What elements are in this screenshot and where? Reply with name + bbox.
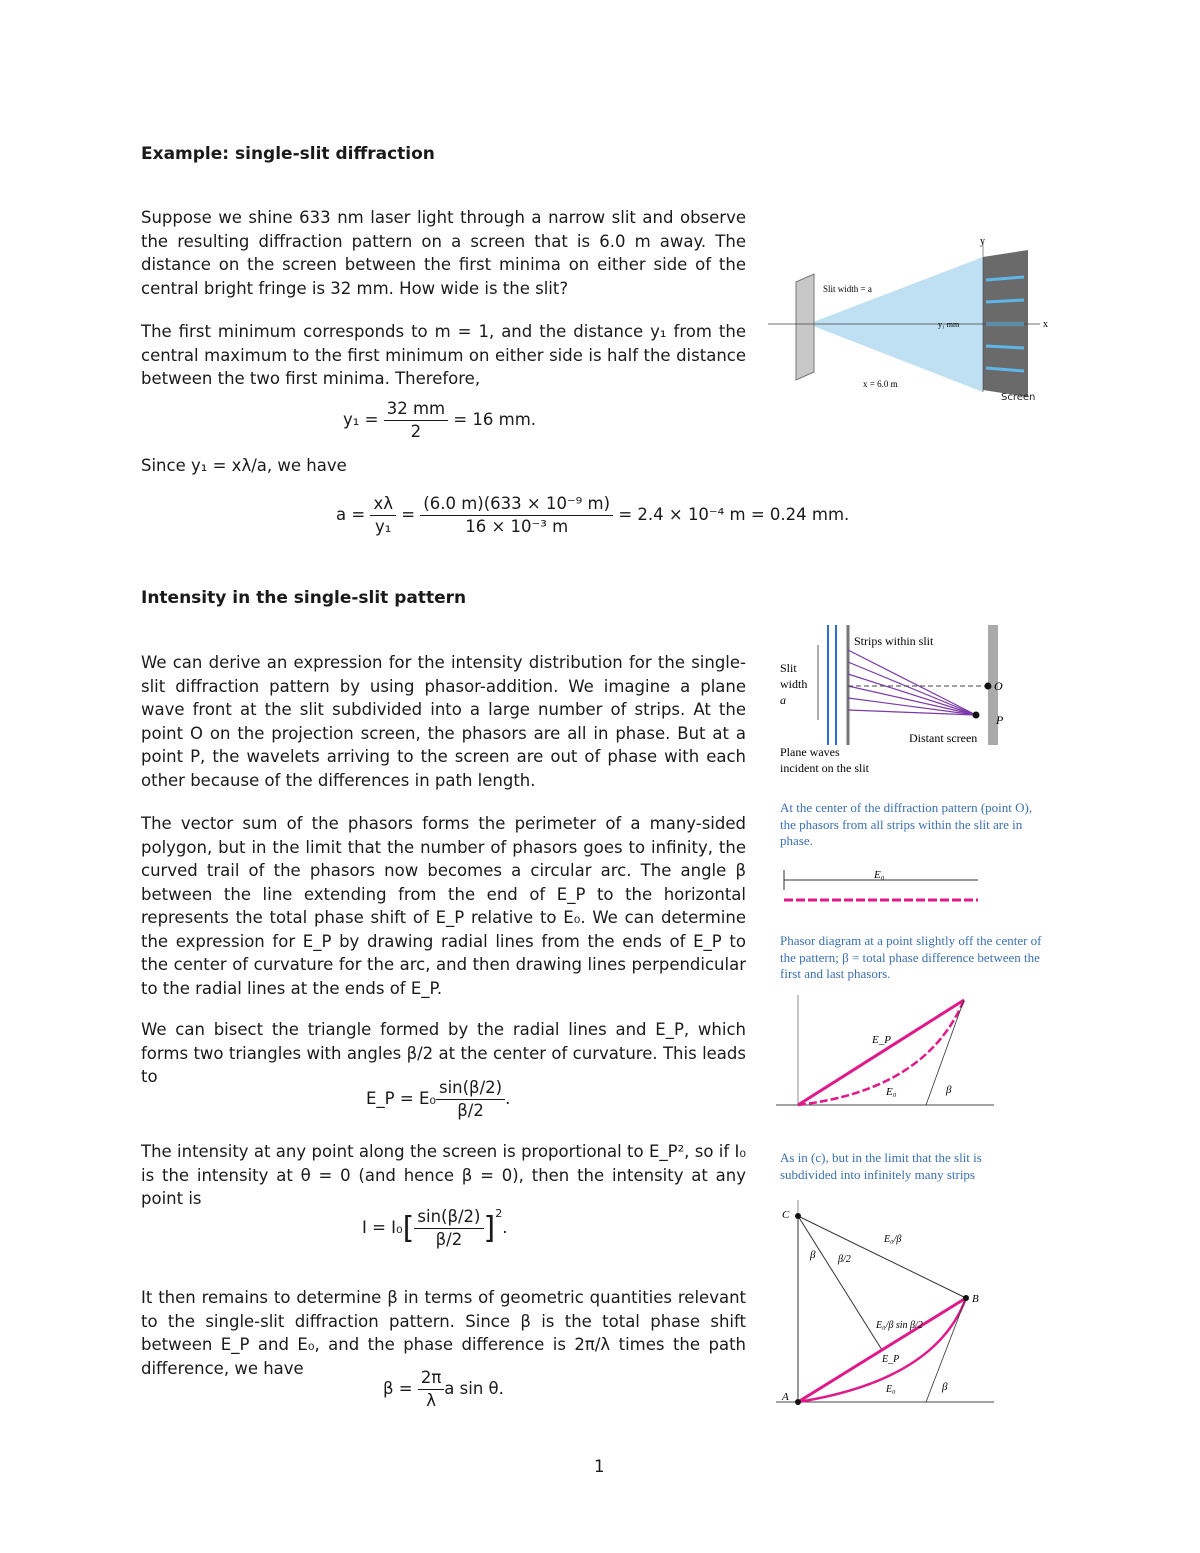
paragraph-phasor-addition: We can derive an expression for the intensity distribution for the single-slit diffraction pattern by using phasor-addition. We imagine a plane wave front at the slit subdivided into a large number of strips. At the point O on the projection screen, the phasors are all in phase. But at a point P, the wavelets arriving to the screen are out of phase with each other because of the differences in path length. (141, 653, 746, 790)
point-O (985, 683, 992, 690)
C-label: C (782, 1209, 790, 1221)
figure-strips (776, 620, 1036, 785)
distance-label: x = 6.0 m (863, 379, 898, 389)
eq4-num: sin(β/2) (414, 1206, 483, 1229)
eq4-lhs: I = I₀ (362, 1218, 403, 1237)
figure-arc-geometry (776, 1200, 996, 1415)
section-title-intensity: Intensity in the single-slit pattern (141, 588, 467, 608)
EP-chord (798, 1298, 966, 1402)
paragraph-first-minimum: The first minimum corresponds to m = 1, and the distance y₁ from the central maximum to the first minimum on either side is half the distance between the two first minima. Therefore, (141, 322, 746, 388)
EP-label: E_P (872, 1034, 891, 1046)
P-label: P (996, 713, 1004, 727)
A-label: A (782, 1391, 789, 1403)
eq3-lhs: E_P = E₀ (366, 1089, 436, 1108)
eq1-den: 2 (410, 422, 422, 441)
eq4-den: β/2 (435, 1230, 463, 1249)
eq2-lhs: a = (336, 505, 366, 524)
B-label: B (972, 1293, 979, 1305)
eq2-f2-num: (6.0 m)(633 × 10⁻⁹ m) (420, 493, 613, 516)
slit-width-text: Slit width a (780, 661, 808, 707)
E0-label: E₀ (874, 869, 885, 881)
caption-center: At the center of the diffraction pattern (point O), the phasors from all strips within the slit are in phase. (780, 800, 1033, 848)
paragraph-vector-sum: The vector sum of the phasors forms the perimeter of a many-sided polygon, but in the limit that the number of phasors goes to infinity, the curved trail of the phasors now becomes a circular arc. The angle β between the line extending from the end of E_P to the horizontal represents the total phase shift of E_P relative to E₀. We can determine the expression for E_P by drawing radial lines from the ends of E_P to the center of curvature for the arc, and then drawing lines perpendicular to the radial lines at the ends of E_P. (141, 814, 746, 998)
eq1-rhs: = 16 mm. (453, 410, 537, 429)
eq4-end: . (502, 1218, 508, 1237)
figure-slit-screen (768, 232, 1058, 412)
page-number: 1 (594, 1457, 605, 1476)
paragraph-since: Since y₁ = xλ/a, we have (141, 456, 347, 475)
equation-intensity: I = I₀[ $\frac{\sin(\beta/2)}{\beta/2}$ ]$^2$. (362, 1206, 508, 1249)
figure-in-phase (778, 866, 988, 908)
eq2-equals: = (401, 505, 416, 524)
beta-label-5: β (942, 1381, 948, 1393)
figure-phasor-polygon (776, 995, 996, 1115)
strips-label: Strips within slit (854, 634, 934, 648)
eq5-den: λ (426, 1391, 436, 1410)
section-title-example: Example: single-slit diffraction (141, 144, 435, 164)
point-P (973, 712, 980, 719)
E0-label-4: E₀ (886, 1086, 897, 1098)
y1-label: y₁ mm (938, 320, 960, 329)
x-axis-label: x (1043, 319, 1048, 330)
y-axis-label: y (980, 236, 985, 247)
EP-vector (798, 1000, 964, 1105)
paragraph-beta: It then remains to determine β in terms of geometric quantities relevant to the single-slit diffraction pattern. Since β is the total phase shift between E_P and E₀, and the phase difference is 2π/λ times the path difference, we have (141, 1288, 746, 1378)
equation-y1 (343, 398, 536, 443)
caption-limit: As in (c), but in the limit that the slit is subdivided into infinitely many strips (780, 1150, 982, 1182)
eq5-rhs: a sin θ. (444, 1379, 504, 1398)
beta-half-label: β/2 (838, 1254, 851, 1265)
distant-screen-label: Distant screen (909, 731, 978, 745)
paragraph-problem: Suppose we shine 633 nm laser light through a narrow slit and observe the resulting diffraction pattern on a screen that is 6.0 m away. The distance on the screen between the first minima on either side of the central bright fringe is 32 mm. How wide is the slit? (141, 208, 746, 298)
beta-angle-label: β (810, 1249, 816, 1261)
eq2-f1-num: xλ (370, 493, 396, 516)
paragraph-bisect: We can bisect the triangle formed by the radial lines and E_P, which forms two triangles with angles β/2 at the center of curvature. This leads to (141, 1020, 746, 1086)
eq2-f1-den: y₁ (375, 517, 392, 536)
eq3-end: . (505, 1089, 511, 1108)
eq2-f2-den: 16 × 10⁻³ m (465, 517, 569, 536)
eq4-exp: 2 (495, 1206, 503, 1220)
equation-slit-width (336, 493, 849, 538)
equation-beta (383, 1367, 504, 1412)
eq3-num: sin(β/2) (436, 1077, 505, 1100)
eq5-lhs: β = (383, 1379, 413, 1398)
eq2-rhs: = 2.4 × 10⁻⁴ m = 0.24 mm. (618, 505, 850, 524)
EP-label-5: E_P (882, 1354, 900, 1365)
eq5-num: 2π (418, 1367, 444, 1390)
slit-plate (796, 274, 814, 380)
E0-over-beta-label: E₀/β (884, 1234, 902, 1245)
E0-label-5: E₀ (886, 1384, 896, 1395)
caption-off-center: Phasor diagram at a point slightly off the center of the pattern; β = total phase difference between the first and last phasors. (780, 933, 1042, 981)
eq1-num: 32 mm (384, 398, 448, 421)
slit-width-label: Slit width = a (823, 284, 872, 294)
E0-sin-label: E₀/β sin β/2 (876, 1320, 923, 1331)
eq3-den: β/2 (457, 1101, 484, 1120)
screen-label: Screen (1001, 392, 1036, 403)
equation-ep (366, 1077, 510, 1122)
strip-rays (848, 650, 976, 715)
eq1-lhs: y₁ = (343, 410, 379, 429)
O-label: O (994, 679, 1003, 693)
beta-label-4: β (946, 1084, 952, 1096)
plane-waves-text: Plane waves incident on the slit (780, 745, 869, 775)
paragraph-intensity: The intensity at any point along the screen is proportional to E_P², so if I₀ is the intensity at θ = 0 (and hence β = 0), then the intensity at any point is (141, 1142, 746, 1208)
